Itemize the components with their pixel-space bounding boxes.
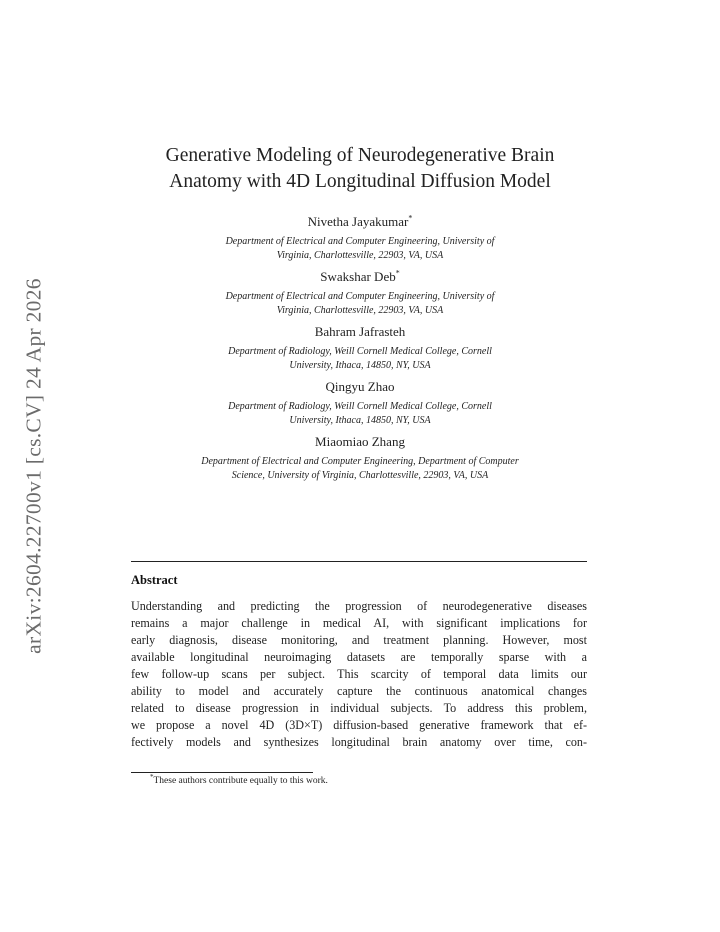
author-block	[0, 433, 720, 482]
author-list	[0, 213, 720, 488]
equal-contribution-mark: *	[395, 268, 400, 278]
author-affiliation: Department of Electrical and Computer Engineering, University of Virginia, Charlottesville, 22903, VA, USA	[225, 291, 495, 316]
author-affiliation: Department of Electrical and Computer Engineering, Department of Computer Science, University of Virginia, Charlottesville, 22903, VA, USA	[201, 456, 519, 481]
footnote	[150, 772, 328, 786]
title-line-2: Anatomy with 4D Longitudinal Diffusion Model	[169, 171, 551, 192]
equal-contribution-mark: *	[408, 213, 413, 223]
paper-title	[0, 143, 720, 195]
abstract-line: early diagnosis, disease monitoring, and treatment planning. However, most	[131, 633, 587, 647]
title-line-1: Generative Modeling of Neurodegenerative Brain	[165, 145, 555, 166]
abstract-line: remains a major challenge in medical AI, with significant implications for	[131, 616, 587, 630]
abstract-divider	[131, 561, 587, 562]
abstract-line: we propose a novel 4D (3D×T) diffusion-based generative framework that ef-	[131, 718, 587, 732]
footnote-mark: *	[150, 772, 154, 781]
arxiv-identifier: arXiv:2604.22700v1 [cs.CV] 24 Apr 2026	[21, 278, 46, 654]
abstract-line: Understanding and predicting the progression of neurodegenerative diseases	[131, 599, 587, 613]
author-block	[0, 378, 720, 427]
abstract-line: available longitudinal neuroimaging datasets are temporally sparse with a	[131, 650, 587, 664]
author-block	[0, 268, 720, 317]
author-name: Swakshar Deb*	[320, 268, 400, 284]
abstract-line: fectively models and synthesizes longitudinal brain anatomy over time, con-	[131, 735, 587, 749]
footnote-divider	[131, 772, 313, 773]
author-name: Bahram Jafrasteh	[314, 324, 406, 339]
author-block	[0, 213, 720, 262]
author-name: Nivetha Jayakumar*	[307, 213, 413, 229]
author-name: Qingyu Zhao	[325, 379, 395, 394]
author-block	[0, 323, 720, 372]
abstract-line: few follow-up scans per subject. This scarcity of temporal data limits our	[131, 667, 587, 681]
abstract-heading: Abstract	[131, 573, 178, 587]
author-name: Miaomiao Zhang	[315, 434, 405, 449]
abstract-text	[131, 598, 587, 751]
footnote-text: These authors contribute equally to this work.	[153, 776, 328, 786]
author-affiliation: Department of Radiology, Weill Cornell Medical College, Cornell University, Ithaca, 14850, NY, USA	[228, 346, 492, 371]
abstract-line: related to disease progression in individual subjects. To address this problem,	[131, 701, 587, 715]
author-affiliation: Department of Electrical and Computer Engineering, University of Virginia, Charlottesville, 22903, VA, USA	[225, 236, 495, 261]
author-affiliation: Department of Radiology, Weill Cornell Medical College, Cornell University, Ithaca, 14850, NY, USA	[228, 401, 492, 426]
abstract-line: ability to model and accurately capture the continuous anatomical changes	[131, 684, 587, 698]
